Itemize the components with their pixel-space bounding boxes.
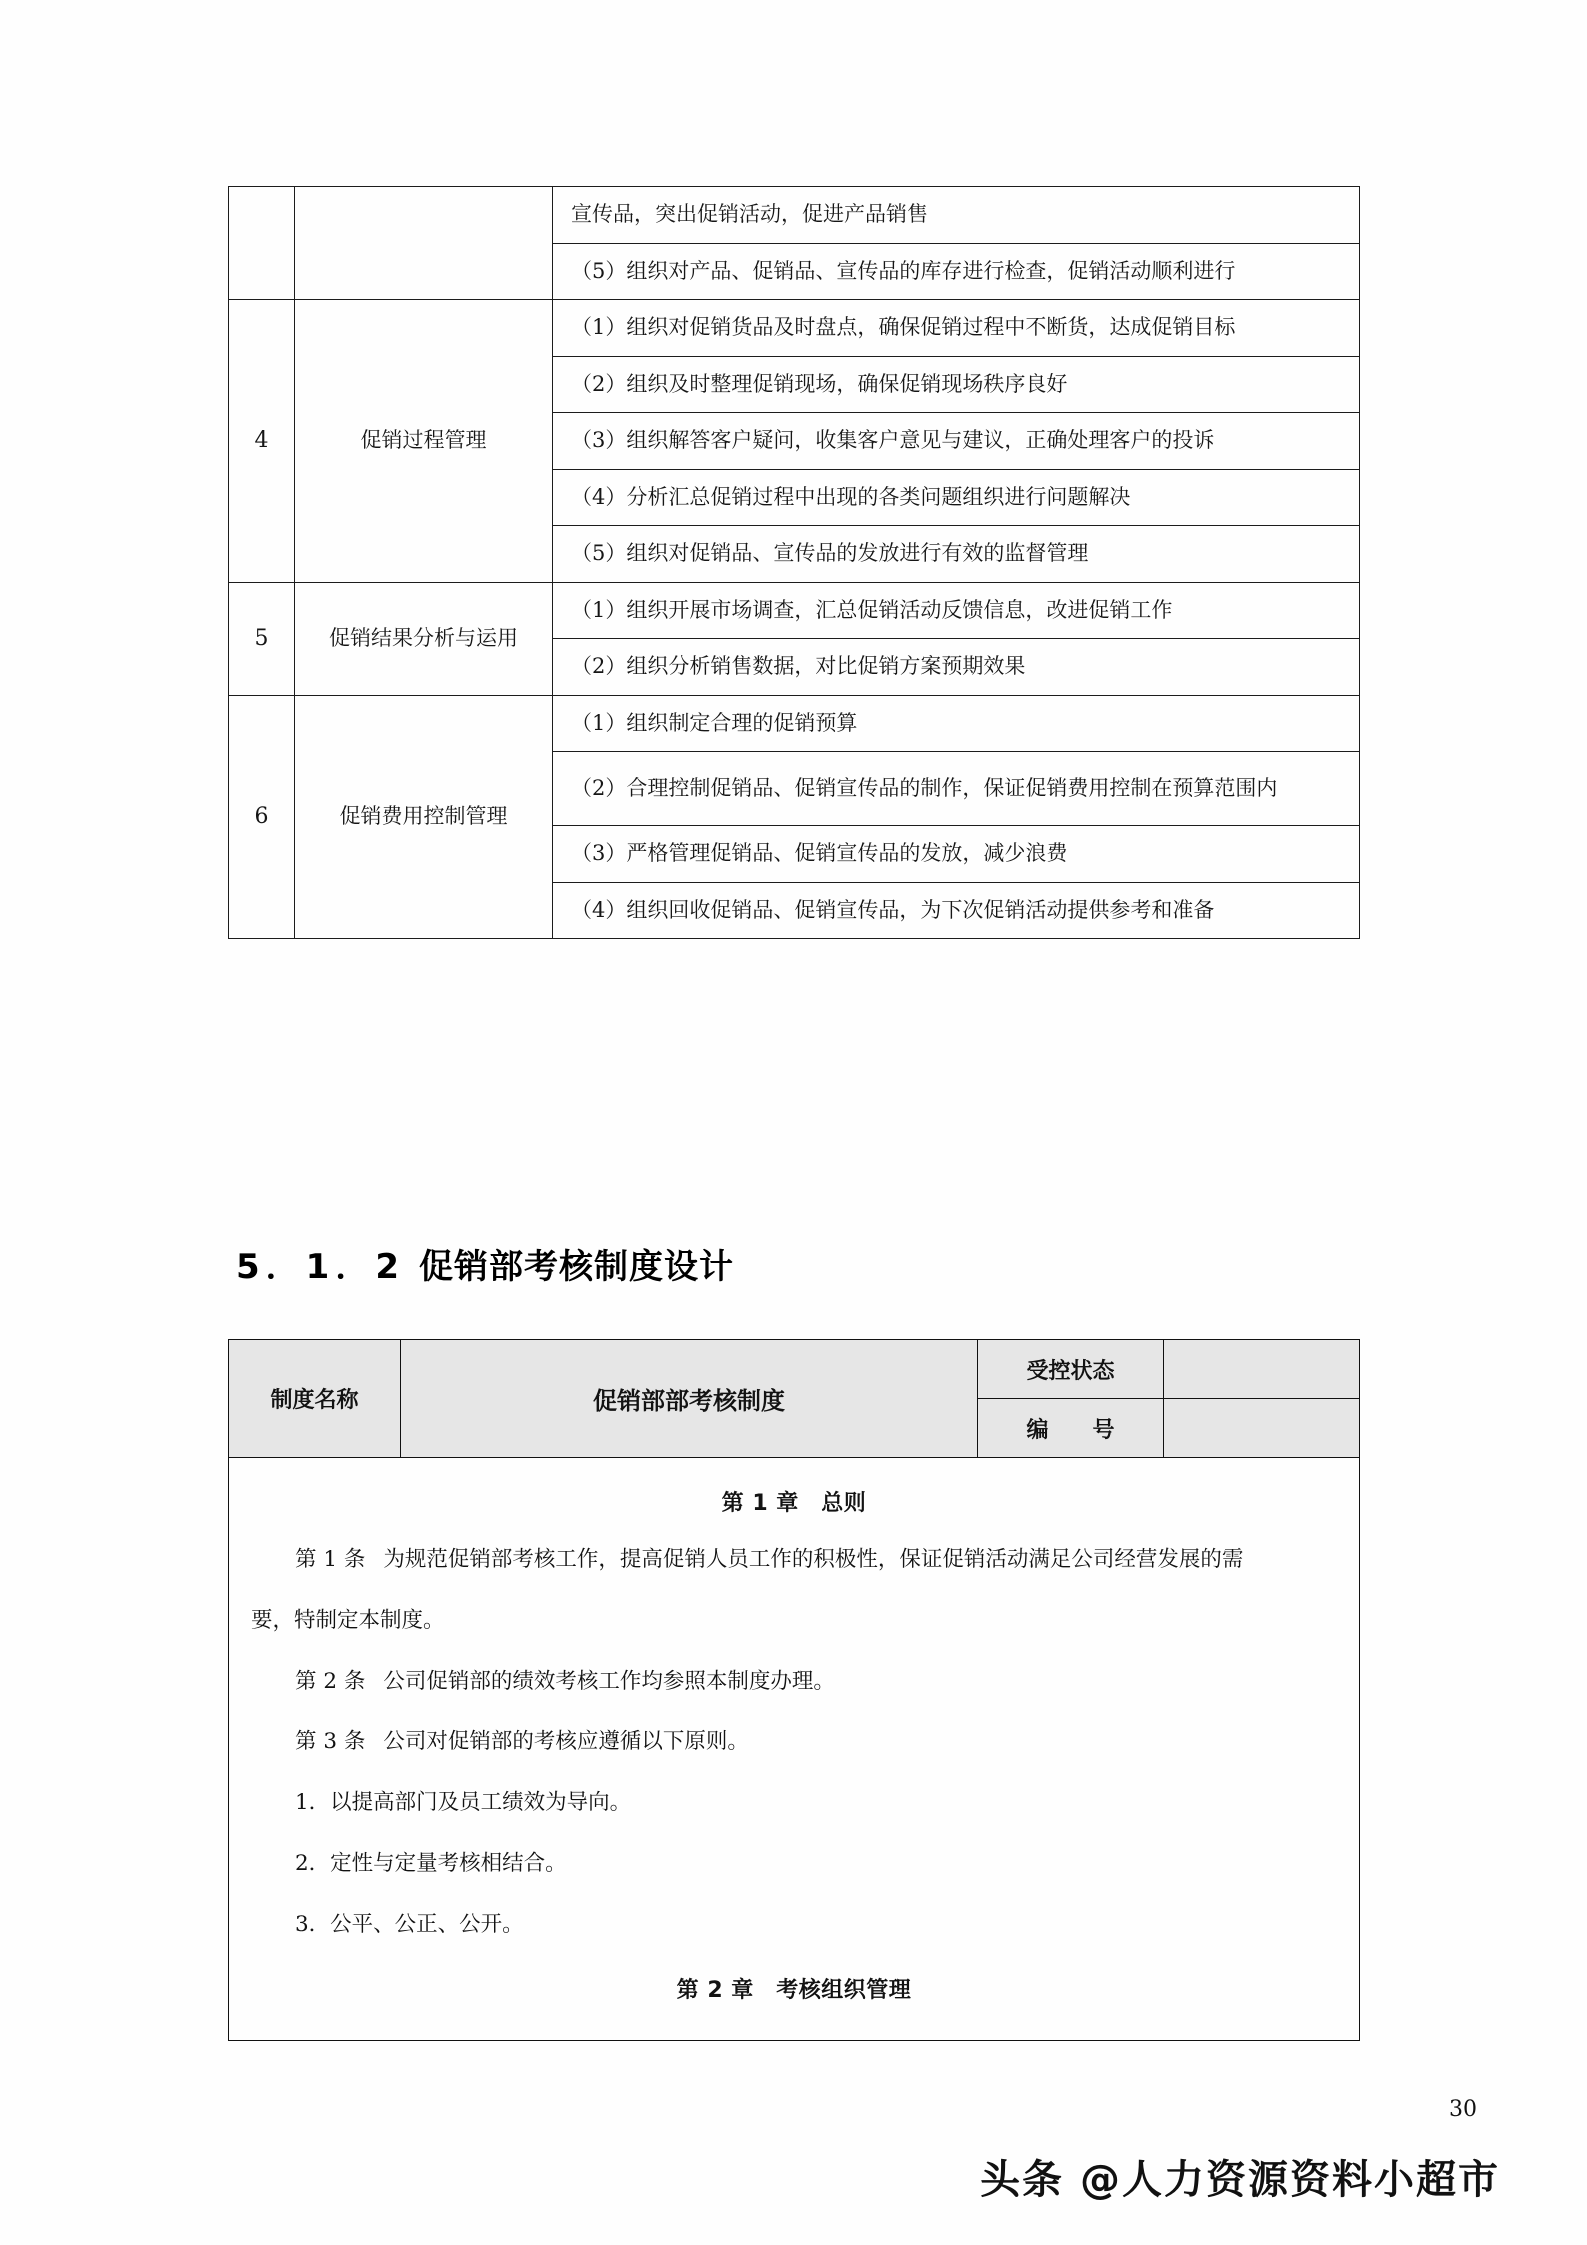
article-2-paragraph: [251, 1665, 1337, 1700]
list-item: 1．以提高部门及员工绩效为导向。: [295, 1790, 632, 1816]
duty-item: （1）组织制定合理的促销预算: [553, 695, 1360, 752]
article-1-text: 为规范促销部考核工作，提高促销人员工作的积极性，保证促销活动满足公司经营发展的需: [383, 1547, 1244, 1572]
article-2-text: 公司促销部的绩效考核工作均参照本制度办理。: [383, 1668, 835, 1694]
duty-responsibility-table: [228, 186, 1360, 939]
chapter-1-heading: 第 1 章 总则: [721, 1491, 867, 1516]
code-label: 编 号: [978, 1399, 1164, 1458]
duty-name: 促销费用控制管理: [295, 695, 553, 939]
list-item: 3．公平、公正、公开。: [295, 1911, 524, 1937]
duty-number: 6: [229, 695, 295, 939]
duty-item: 宣传品，突出促销活动，促进产品销售: [553, 187, 1360, 244]
duty-name: 促销过程管理: [295, 300, 553, 583]
duty-item: （1）组织对促销货品及时盘点，确保促销过程中不断货，达成促销目标: [553, 300, 1360, 357]
article-3-text: 公司对促销部的考核应遵循以下原则。: [383, 1729, 749, 1755]
section-number: 5．1．2: [236, 1247, 405, 1287]
control-status-label: 受控状态: [978, 1340, 1164, 1399]
duty-item-text: （2）合理控制促销品、促销宣传品的制作，保证促销费用控制在预算范围内: [571, 776, 1278, 800]
table-row: [229, 187, 1360, 244]
duty-number: [229, 187, 295, 300]
duty-item: （5）组织对促销品、宣传品的发放进行有效的监督管理: [553, 526, 1360, 583]
duty-item: （3）严格管理促销品、促销宣传品的发放，减少浪费: [553, 826, 1360, 883]
chapter-2-heading: 第 2 章 考核组织管理: [676, 1977, 912, 2003]
article-3-paragraph: [251, 1725, 1337, 1760]
page-number: 30: [1449, 2097, 1477, 2122]
duty-item: （4）分析汇总促销过程中出现的各类问题组织进行问题解决: [553, 469, 1360, 526]
duty-item: （5）组织对产品、促销品、宣传品的库存进行检查，促销活动顺利进行: [553, 243, 1360, 300]
section-title: 促销部考核制度设计: [418, 1247, 734, 1287]
article-3-label: 第 3 条: [295, 1729, 366, 1755]
duty-item: [553, 752, 1360, 826]
duty-item: （1）组织开展市场调查，汇总促销活动反馈信息，改进促销工作: [553, 582, 1360, 639]
article-2-label: 第 2 条: [295, 1668, 366, 1694]
article-1-label: 第 1 条: [295, 1547, 366, 1572]
table-row: [229, 582, 1360, 639]
duty-number: 5: [229, 582, 295, 695]
article-1-paragraph: [251, 1543, 1337, 1578]
duty-number: 4: [229, 300, 295, 583]
list-item: 2．定性与定量考核相结合。: [295, 1851, 567, 1877]
table-row: [229, 1458, 1360, 2041]
system-name-value: 促销部部考核制度: [401, 1340, 978, 1458]
code-value: [1164, 1399, 1360, 1458]
control-status-value: [1164, 1340, 1360, 1399]
duty-item: （2）组织及时整理促销现场，确保促销现场秩序良好: [553, 356, 1360, 413]
table-row: [229, 300, 1360, 357]
watermark: 头条 @人力资源资料小超市: [980, 2157, 1500, 2203]
duty-item: （2）组织分析销售数据，对比促销方案预期效果: [553, 639, 1360, 696]
duty-item: （4）组织回收促销品、促销宣传品，为下次促销活动提供参考和准备: [553, 882, 1360, 939]
duty-item: （3）组织解答客户疑问，收集客户意见与建议，正确处理客户的投诉: [553, 413, 1360, 470]
duty-name: 促销结果分析与运用: [295, 582, 553, 695]
page-title: [236, 1239, 734, 1288]
table-row: [229, 695, 1360, 752]
system-name-label: 制度名称: [229, 1340, 401, 1458]
table-row: [229, 1340, 1360, 1399]
article-1-paragraph-cont: 要，特制定本制度。: [251, 1607, 445, 1633]
system-body: [229, 1458, 1360, 2041]
duty-name: [295, 187, 553, 300]
assessment-system-table: [228, 1339, 1360, 2041]
